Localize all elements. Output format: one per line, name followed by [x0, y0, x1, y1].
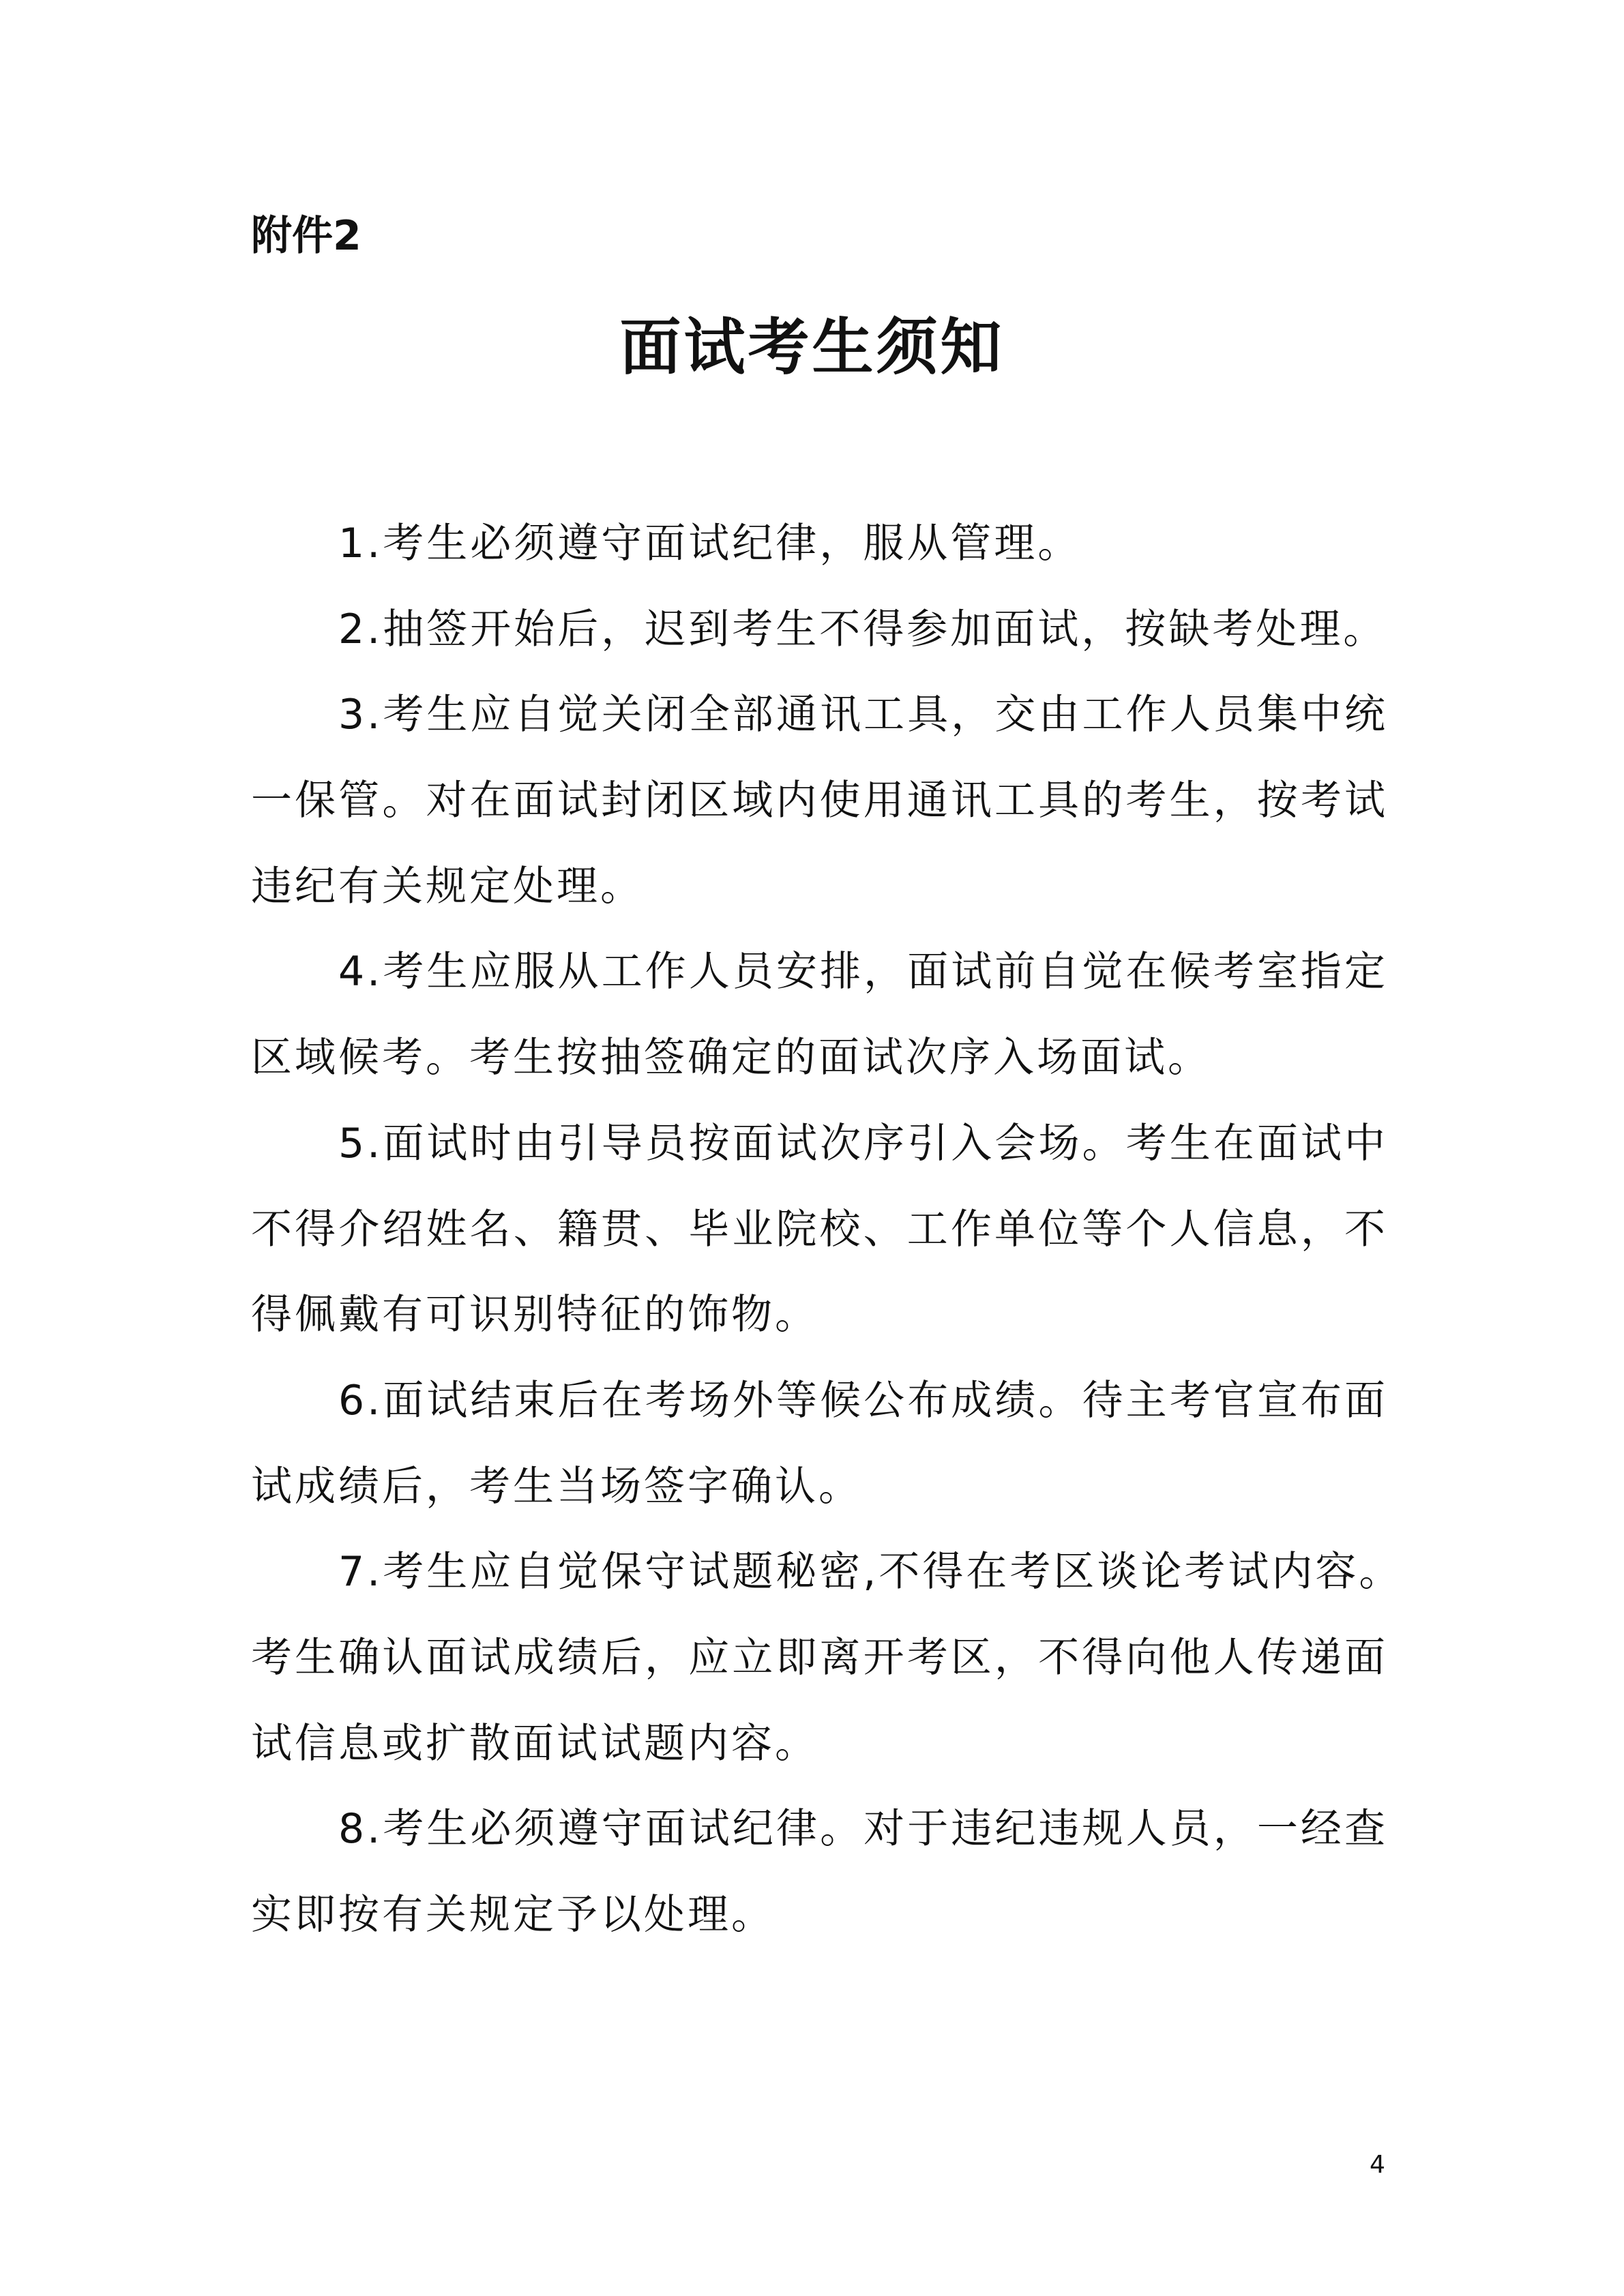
rule-paragraph	[251, 1101, 1388, 1358]
paragraph-line: 违纪有关规定处理。	[251, 862, 644, 910]
paragraph-line: 8.考生必须遵守面试纪律。对于违纪违规人员，一经查	[338, 1805, 1388, 1853]
paragraph-line: 试信息或扩散面试试题内容。	[251, 1719, 818, 1768]
rule-paragraph	[251, 587, 1388, 673]
paragraph-line: 实即按有关规定予以处理。	[251, 1891, 775, 1939]
rule-paragraph	[251, 501, 1388, 587]
paragraph-line: 5.面试时由引导员按面试次序引入会场。考生在面试中	[338, 1119, 1388, 1167]
paragraph-line: 一保管。对在面试封闭区域内使用通讯工具的考生，按考试	[251, 777, 1388, 825]
rule-paragraph	[251, 1787, 1388, 1958]
paragraph-line: 3.考生应自觉关闭全部通讯工具，交由工作人员集中统	[338, 691, 1388, 739]
paragraph-line: 6.面试结束后在考场外等候公布成绩。待主考官宣布面	[338, 1376, 1388, 1425]
document-body	[251, 501, 1403, 1958]
rule-paragraph	[251, 1358, 1388, 1530]
paragraph-line: 试成绩后，考生当场签字确认。	[251, 1462, 862, 1510]
paragraph-line: 得佩戴有可识别特征的饰物。	[251, 1291, 818, 1339]
paragraph-line: 考生确认面试成绩后，应立即离开考区，不得向他人传递面	[251, 1633, 1388, 1682]
rule-paragraph	[251, 672, 1388, 929]
paragraph-line: 2.抽签开始后，迟到考生不得参加面试，按缺考处理。	[338, 605, 1387, 653]
paragraph-line: 区域候考。考生按抽签确定的面试次序入场面试。	[251, 1034, 1211, 1082]
document-title: 面试考生须知	[619, 312, 1005, 383]
rule-paragraph	[251, 929, 1388, 1101]
page-number: 4	[1370, 2151, 1385, 2179]
rule-paragraph	[251, 1530, 1403, 1787]
attachment-label: 附件2	[251, 212, 361, 260]
paragraph-line: 不得介绍姓名、籍贯、毕业院校、工作单位等个人信息，不	[251, 1205, 1388, 1253]
paragraph-line: 1.考生必须遵守面试纪律，服从管理。	[338, 520, 1082, 567]
paragraph-line: 7.考生应自觉保守试题秘密,不得在考区谈论考试内容。	[338, 1548, 1403, 1596]
paragraph-line: 4.考生应服从工作人员安排，面试前自觉在候考室指定	[338, 948, 1388, 996]
